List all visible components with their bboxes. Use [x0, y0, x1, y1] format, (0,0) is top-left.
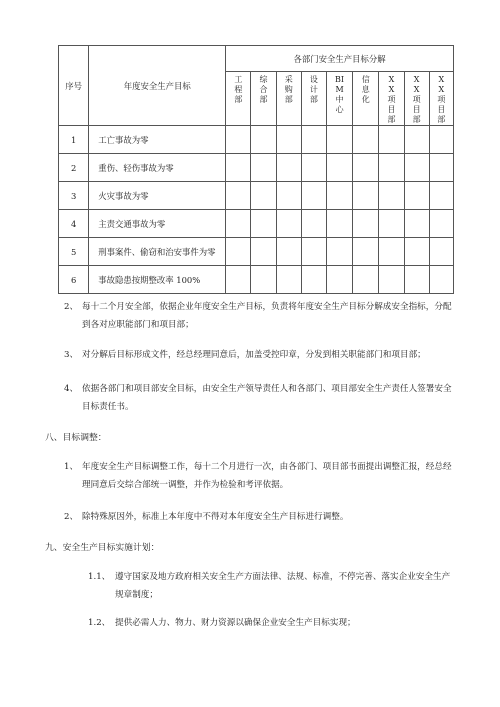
table-row	[59, 182, 454, 210]
table-row	[59, 126, 454, 154]
header-breakdown: 各部门安全生产目标分解	[226, 46, 454, 72]
item-4-number: 4、	[64, 384, 79, 394]
row-goal: 火灾事故为零	[89, 182, 226, 210]
safety-goals-table	[58, 45, 454, 294]
row-number: 4	[59, 210, 89, 238]
row-number: 3	[59, 182, 89, 210]
row-goal: 重伤、轻伤事故为零	[89, 154, 226, 182]
row-number: 5	[59, 238, 89, 266]
dept-header: 工程部	[226, 72, 251, 126]
item-2-line-2: 到各对应职能部门和项目部；	[82, 320, 194, 330]
dept-header: XX项目部	[429, 72, 453, 126]
section-8-heading: 八、目标调整：	[45, 433, 107, 443]
dept-header: XX项目部	[379, 72, 404, 126]
item-4-line-1: 依据各部门和项目部安全目标，由安全生产领导责任人和各部门、项目部安全生产责任人签署安全	[82, 384, 452, 394]
row-number: 1	[59, 126, 89, 154]
section-9-heading: 九、安全生产目标实施计划：	[45, 543, 160, 553]
table-header-row	[59, 46, 454, 72]
sec9-item-1-1-line-1: 遵守国家及地方政府相关安全生产方面法律、法规、标准，不停完善、落实企业安全生产	[115, 572, 451, 582]
table-row	[59, 210, 454, 238]
sec8-item-2-line-1: 除特殊原因外，标准上本年度中不得对本年度安全生产目标进行调整。	[82, 512, 349, 522]
dept-header: 综合部	[251, 72, 276, 126]
dept-header: BIM中心	[326, 72, 352, 126]
dept-header: 设计部	[301, 72, 326, 126]
header-seq: 序号	[59, 46, 89, 126]
header-goal: 年度安全生产目标	[89, 46, 226, 126]
table-row	[59, 154, 454, 182]
sec8-item-1-line-1: 年度安全生产目标调整工作，每十二个月进行一次，由各部门、项目部书面提出调整汇报，经总经	[82, 462, 452, 472]
row-number: 2	[59, 154, 89, 182]
item-3-number: 3、	[64, 350, 79, 360]
dept-header: 采购部	[276, 72, 301, 126]
sec9-item-1-1-line-2: 规章制度；	[115, 590, 158, 600]
dept-header: XX项目部	[404, 72, 429, 126]
row-goal: 主责交通事故为零	[89, 210, 226, 238]
sec8-item-1-number: 1、	[64, 462, 79, 472]
sec9-item-1-1-number: 1.1、	[88, 572, 111, 582]
dept-header: 信息化	[353, 72, 379, 126]
item-3-line-1: 对分解后目标形成文件，经总经理同意后，加盖受控印章，分发到相关职能部门和项目部；	[82, 350, 426, 360]
sec9-item-1-2-line-1: 提供必需人力、物力、财力资源以确保企业安全生产目标实现；	[115, 618, 356, 628]
row-number: 6	[59, 266, 89, 294]
row-goal: 刑事案件、偷窃和治安事件为零	[89, 238, 226, 266]
item-4-line-2: 目标责任书。	[82, 402, 134, 412]
row-goal: 事故隐患按期整改率 100%	[89, 266, 226, 294]
row-goal: 工亡事故为零	[89, 126, 226, 154]
table-row	[59, 266, 454, 294]
sec8-item-1-line-2: 理同意后交综合部统一调整，并作为检验和考评依据。	[82, 480, 289, 490]
sec9-item-1-2-number: 1.2、	[88, 618, 111, 628]
table-row	[59, 238, 454, 266]
sec8-item-2-number: 2、	[64, 512, 79, 522]
item-2-number: 2、	[64, 302, 79, 312]
item-2-line-1: 每十二个月安全部，依据企业年度安全生产目标，负责将年度安全生产目标分解成安全指标，分配	[82, 302, 452, 312]
